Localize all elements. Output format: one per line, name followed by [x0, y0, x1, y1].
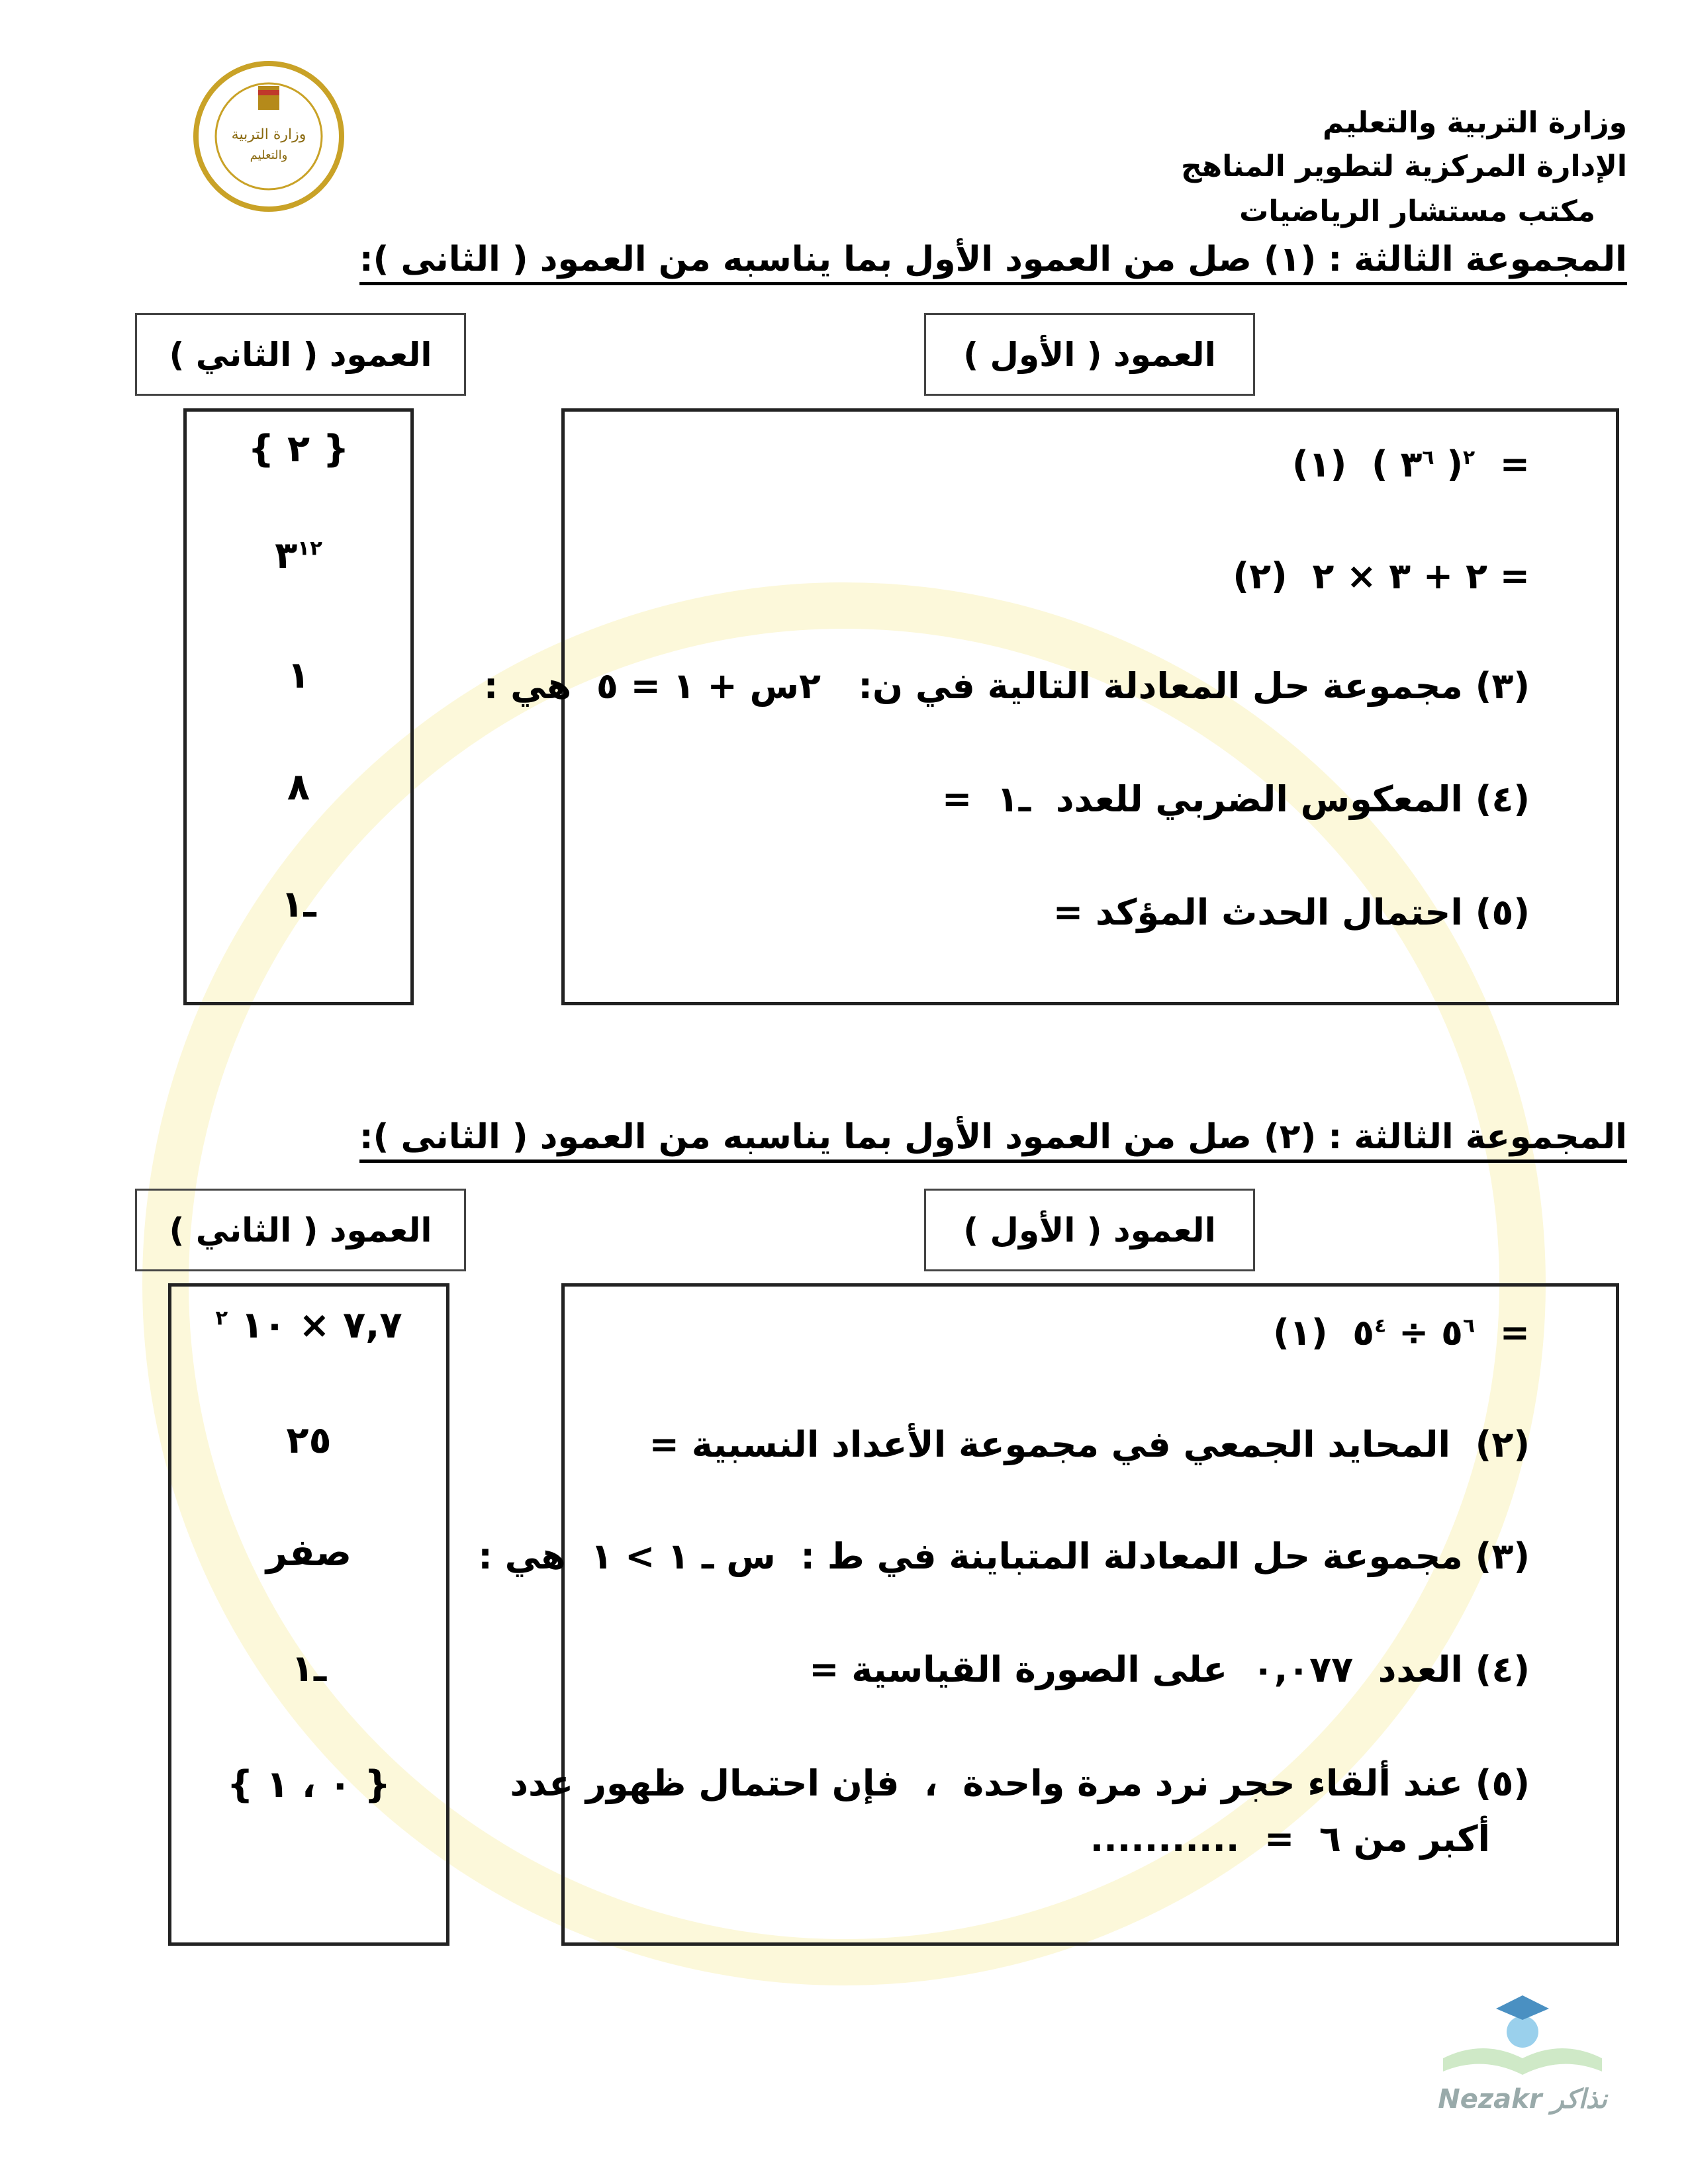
section-2-title: المجموعة الثالثة : (٢) صل من العمود الأول بما يناسبه من العمود ( الثانى ): — [359, 1117, 1627, 1163]
question-item: (١) $٥^٦$ ÷ $٥^٤$ = — [1273, 1312, 1530, 1353]
question-item: (٣) مجموعة حل المعادلة المتباينة في ط : س ـ ١ > ١ هي : — [478, 1535, 1530, 1577]
answer-option: صفر — [265, 1531, 352, 1574]
svg-text:وزارة التربية: وزارة التربية — [231, 126, 306, 143]
column-1-box — [483, 408, 1619, 1005]
question-item: (٣) مجموعة حل المعادلة التالية في ن: ٢س + ١ = ٥ هي : — [483, 665, 1530, 707]
question-item-continuation: أكبر من ٦ = ........... — [1090, 1818, 1490, 1860]
ministry-logo — [192, 60, 346, 213]
answer-option: { ٢ } — [248, 428, 350, 471]
answer-option: { ٠ ، ١ } — [226, 1763, 391, 1806]
question-item: (١) ( $٣^٦$ )$^٢$ = — [1292, 443, 1530, 485]
question-item: (٥) احتمال الحدث المؤكد = — [1053, 891, 1530, 933]
ministry-name: وزارة التربية والتعليم — [1323, 106, 1627, 140]
answer-option: ٨ — [287, 766, 310, 809]
nezakr-logo — [1430, 1979, 1615, 2118]
column-2-box — [183, 408, 414, 1005]
department-name: الإدارة المركزية لتطوير المناهج — [1180, 150, 1627, 183]
answer-option: ـ١ — [281, 883, 316, 926]
column-2-header: العمود ( الثاني ) — [135, 313, 466, 396]
question-item: (٢) ٢ + ٣ × ٢ = — [1233, 555, 1530, 597]
column-1-box — [478, 1283, 1619, 1946]
question-item: (٤) المعكوس الضربي للعدد ـ١ = — [941, 778, 1530, 820]
answer-option: ٧,٧ × ١٠ $^٢$ — [215, 1304, 402, 1347]
answer-option: ٢٥ — [286, 1419, 332, 1462]
answer-option: ـ١ — [291, 1647, 327, 1690]
question-item: (٢) المحايد الجمعي في مجموعة الأعداد النسبية = — [649, 1424, 1530, 1465]
column-1-header: العمود ( الأول ) — [924, 313, 1255, 396]
column-2-box — [168, 1283, 449, 1946]
answer-option: $٣^{١٢}$ — [275, 534, 322, 577]
svg-text:Nezakr نذاكر: Nezakr نذاكر — [1438, 2084, 1607, 2115]
section-1-title: المجموعة الثالثة : (١) صل من العمود الأول بما يناسبه من العمود ( الثانى ): — [359, 240, 1627, 285]
question-item: (٥) عند ألقاء حجر نرد مرة واحدة ، فإن احتمال ظهور عدد — [510, 1762, 1530, 1804]
column-1-header: العمود ( الأول ) — [924, 1189, 1255, 1271]
svg-text:والتعليم: والتعليم — [250, 148, 288, 162]
question-item: (٤) العدد ٠,٠٧٧ على الصورة القياسية = — [809, 1649, 1530, 1690]
answer-option: ١ — [287, 654, 310, 697]
office-name: مكتب مستشار الرياضيات — [1239, 195, 1595, 228]
column-2-header: العمود ( الثاني ) — [135, 1189, 466, 1271]
